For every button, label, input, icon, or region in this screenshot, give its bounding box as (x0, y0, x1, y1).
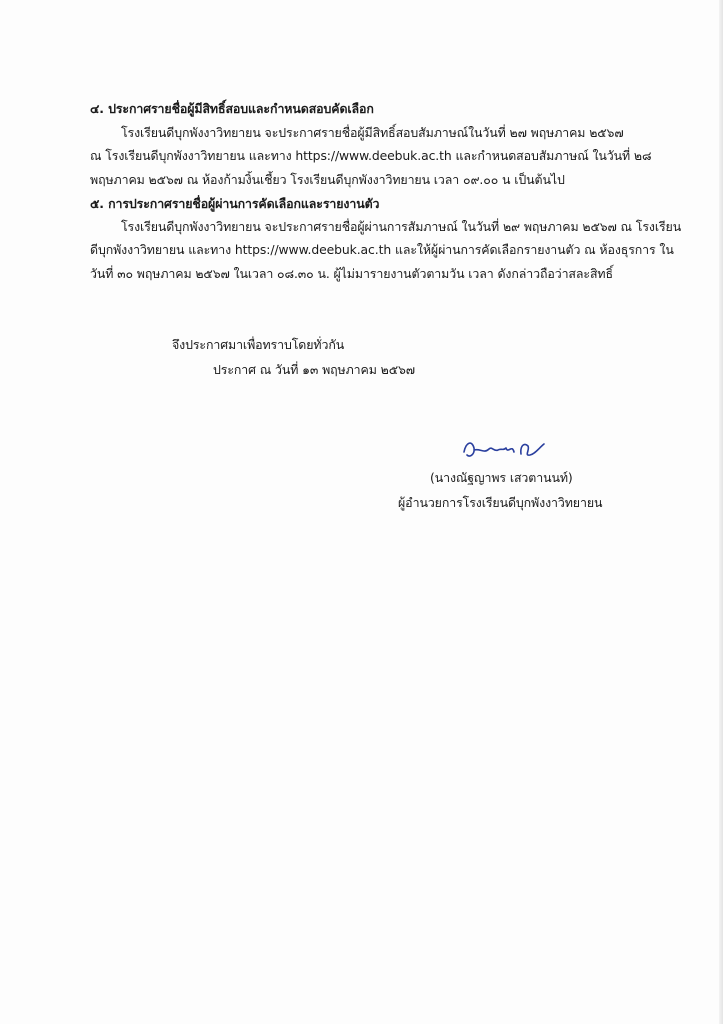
section-4-line-3: พฤษภาคม ๒๕๖๗ ณ ห้องก้ามงิ้นเชี้ยว โรงเรียนดีบุกพังงาวิทยายน เวลา ๐๙.๐๐ น เป็นต้นไป (90, 172, 565, 187)
handwritten-signature (458, 428, 558, 468)
section-5-line-3: วันที่ ๓๐ พฤษภาคม ๒๕๖๗ ในเวลา ๐๘.๓๐ น. ผู้ไม่มารายงานตัวตามวัน เวลา ดังกล่าวถือว่าสละสิทธิ์ (90, 266, 613, 281)
signatory-name: (นางณัฐญาพร เสวตานนท์) (430, 470, 573, 485)
section-4-line-1: โรงเรียนดีบุกพังงาวิทยายน จะประกาศรายชื่อผู้มีสิทธิ์สอบสัมภาษณ์ในวันที่ ๒๗ พฤษภาคม ๒๕๖๗ (121, 125, 624, 140)
scan-edge (719, 0, 723, 1024)
section-5-heading: ๕. การประกาศรายชื่อผู้ผ่านการคัดเลือกและรายงานตัว (90, 196, 380, 211)
section-5-line-1: โรงเรียนดีบุกพังงาวิทยายน จะประกาศรายชื่อผู้ผ่านการสัมภาษณ์ ในวันที่ ๒๙ พฤษภาคม ๒๕๖๗ ณ โรงเรียน (121, 219, 682, 234)
announcement-date: ประกาศ ณ วันที่ ๑๓ พฤษภาคม ๒๕๖๗ (213, 362, 415, 377)
signatory-title: ผู้อำนวยการโรงเรียนดีบุกพังงาวิทยายน (398, 495, 603, 510)
section-4-heading: ๔. ประกาศรายชื่อผู้มีสิทธิ์สอบและกำหนดสอบคัดเลือก (90, 101, 374, 116)
section-5-line-2: ดีบุกพังงาวิทยายน และทาง https://www.deebuk.ac.th และให้ผู้ผ่านการคัดเลือกรายงานตัว ณ ห้องธุรการ ใน (90, 242, 674, 257)
section-4-line-2: ณ โรงเรียนดีบุกพังงาวิทยายน และทาง https://www.deebuk.ac.th และกำหนดสอบสัมภาษณ์ ในวันที่ ๒๘ (90, 148, 652, 163)
closing-announcement: จึงประกาศมาเพื่อทราบโดยทั่วกัน (172, 337, 345, 352)
